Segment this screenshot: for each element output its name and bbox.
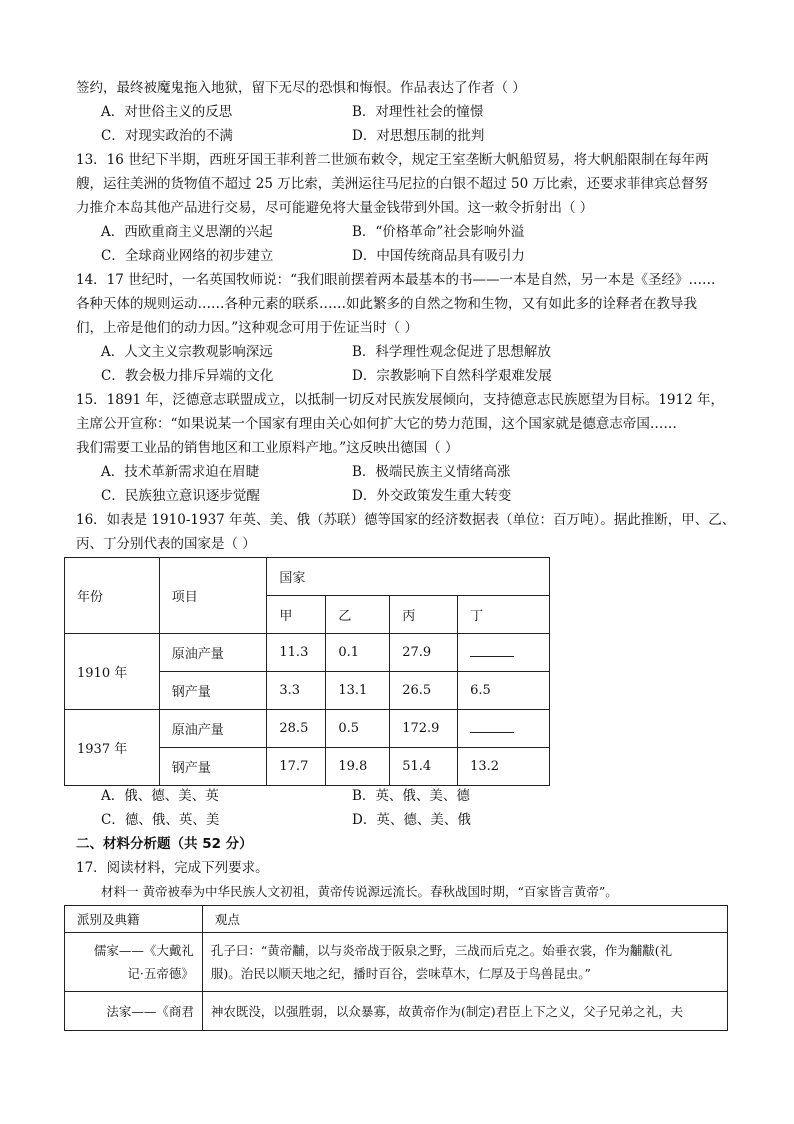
table-row [65,992,728,1031]
section-heading: 二、材料分析题（共 52 分） [76,836,253,852]
q14-stem-line: 各种天体的规则运动……各种元素的联系……如此繁多的自然之物和生物，又有如此多的诠释者在教导我 [76,296,697,312]
school-views-table [64,905,728,1031]
q12-option-b: B．对理性社会的憧憬 [352,104,484,120]
table-row [65,933,728,992]
header-year: 年份 [65,558,160,634]
header-country-ding: 丁 [458,596,550,634]
header-country: 国家 [267,558,550,596]
q15-option-c: C．民族独立意识逐步觉醒 [101,488,260,504]
school-cell [65,933,203,992]
q13-stem-line: 力推介本岛其他产品进行交易，尽可能避免将大量金钱带到外国。这一敕令折射出（ ） [76,200,594,216]
q12-option-a: A．对世俗主义的反思 [101,104,233,120]
q13-option-b: B．“价格革命”社会影响外溢 [352,224,525,240]
q16-stem-line: 16．如表是 1910-1937 年英、美、俄（苏联）德等国家的经济数据表（单位：百万吨）。据此推断，甲、乙、 [76,512,736,528]
q13-stem-line: 13．16 世纪下半期，西班牙国王菲利普二世颁布敕令，规定王室垄断大帆船贸易，将大帆船限制在每年两 [76,152,709,168]
item-cell: 钢产量 [159,672,267,710]
item-cell: 原油产量 [159,634,267,672]
q14-option-c: C．教会极力排斥异端的文化 [101,368,274,384]
value-cell: 28.5 [267,710,326,748]
q15-option-b: B．极端民族主义情绪高涨 [352,464,511,480]
q16-option-d: D．英、德、美、俄 [352,812,471,828]
q16-stem-line: 丙、丁分别代表的国家是（ ） [76,536,256,552]
q14-stem-line: 14．17 世纪时，一名英国牧师说：“我们眼前摆着两本最基本的书——一本是自然，另一本是《圣经》…… [76,272,716,288]
economic-data-table [64,557,550,786]
blank-cell [458,710,550,748]
q17-stem: 17．阅读材料，完成下列要求。 [76,860,269,876]
q16-option-a: A．俄、德、美、英 [101,788,219,804]
school-cell: 法家——《商君 [65,992,203,1031]
q12-stem: 签约，最终被魔鬼拖入地狱，留下无尽的恐惧和悔恨。作品表达了作者（ ） [76,80,526,96]
value-cell: 172.9 [390,710,458,748]
value-cell: 13.1 [326,672,390,710]
value-cell: 6.5 [458,672,550,710]
table-row [65,710,550,748]
q14-option-d: D．宗教影响下自然科学艰难发展 [352,368,552,384]
q13-stem-line: 艘，运往美洲的货物值不超过 25 万比索，美洲运往马尼拉的白银不超过 50 万比索，还要求菲律宾总督努 [76,176,709,192]
view-cell [202,933,727,992]
view-line: 孔子曰：“黄帝黼，以与炎帝战于阪泉之野，三战而后克之。始垂衣裳，作为黼黻(礼 [210,943,673,958]
value-cell: 17.7 [267,748,326,786]
answer-blank [470,720,514,733]
view-cell: 神农既没，以强胜弱，以众暴寡，故黄帝作为(制定)君臣上下之义，父子兄弟之礼，夫 [202,992,727,1031]
view-line: 服)。治民以顺天地之纪，播时百谷，尝味草木，仁厚及于鸟兽昆虫。” [210,966,591,981]
value-cell: 51.4 [390,748,458,786]
q13-option-d: D．中国传统商品具有吸引力 [352,248,525,264]
q14-option-a: A．人文主义宗教观影响深远 [101,344,273,360]
q13-option-c: C．全球商业网络的初步建立 [101,248,274,264]
table-row [65,634,550,672]
value-cell: 0.1 [326,634,390,672]
q16-option-b: B．英、俄、美、德 [352,788,470,804]
item-cell: 原油产量 [159,710,267,748]
header-view: 观点 [202,906,727,933]
q12-option-c: C．对现实政治的不满 [101,128,233,144]
year-cell: 1910 年 [65,634,160,710]
q14-option-b: B．科学理性观念促进了思想解放 [352,344,551,360]
item-cell: 钢产量 [159,748,267,786]
q13-option-a: A．西欧重商主义思潮的兴起 [101,224,273,240]
header-school: 派别及典籍 [65,906,203,933]
header-country-yi: 乙 [326,596,390,634]
material-one: 材料一 黄帝被奉为中华民族人文初祖，黄帝传说源远流长。春秋战国时期，“百家皆言黄帝”。 [101,884,618,899]
value-cell: 26.5 [390,672,458,710]
q15-stem-line: 15．1891 年，泛德意志联盟成立，以抵制一切反对民族发展倾向，支持德意志民族愿望为目标。1912 年， [76,392,724,408]
school-line: 儒家——《大戴礼 [93,943,194,958]
value-cell: 0.5 [326,710,390,748]
value-cell: 11.3 [267,634,326,672]
q16-option-c: C．德、俄、英、美 [101,812,220,828]
blank-cell [458,634,550,672]
q14-stem-line: 们，上帝是他们的动力因。”这种观念可用于佐证当时（ ） [76,320,418,336]
year-cell: 1937 年 [65,710,160,786]
value-cell: 13.2 [458,748,550,786]
header-country-bing: 丙 [390,596,458,634]
q12-option-d: D．对思想压制的批判 [352,128,485,144]
q15-option-a: A．技术革新需求迫在眉睫 [101,464,260,480]
value-cell: 27.9 [390,634,458,672]
value-cell: 19.8 [326,748,390,786]
answer-blank [470,644,514,657]
value-cell: 3.3 [267,672,326,710]
header-item: 项目 [159,558,267,634]
q15-option-d: D．外交政策发生重大转变 [352,488,512,504]
q15-stem-line: 主席公开宣称：“如果说某一个国家有理由关心如何扩大它的势力范围，这个国家就是德意志帝国…… [76,416,677,432]
header-country-jia: 甲 [267,596,326,634]
q15-stem-line: 我们需要工业品的销售地区和工业原料产地。”这反映出德国（ ） [76,440,459,456]
school-line: 记·五帝德》 [127,966,194,981]
